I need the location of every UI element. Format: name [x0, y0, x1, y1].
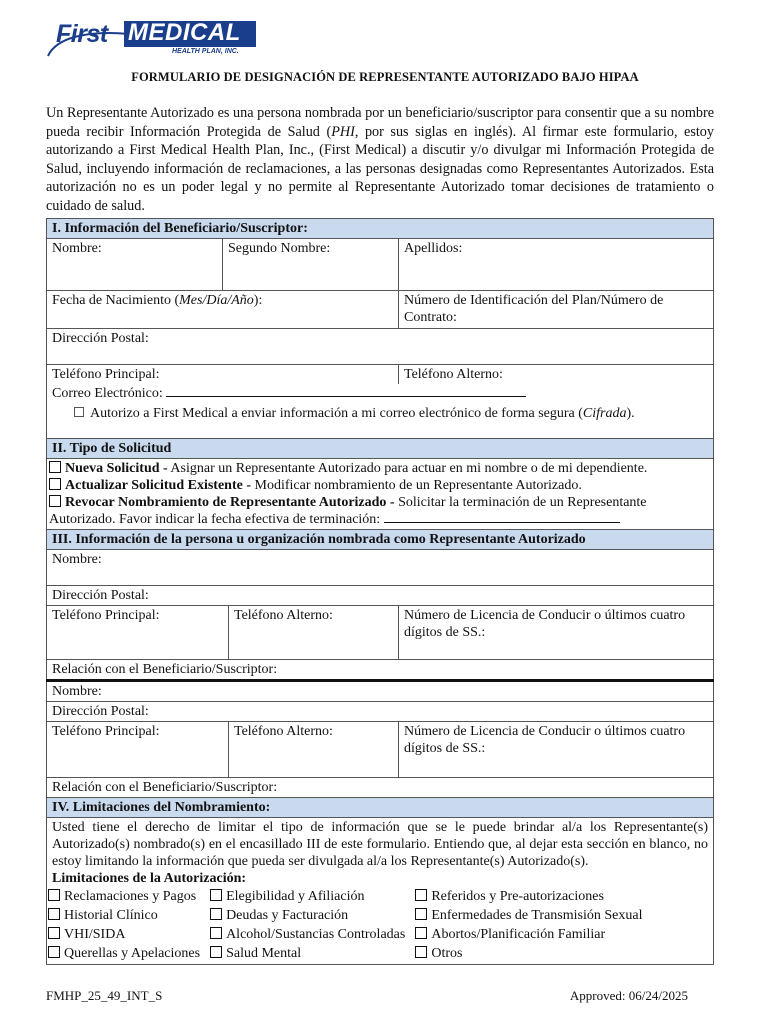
rep1-relacion-field[interactable]: Relación con el Beneficiario/Suscriptor: — [47, 659, 714, 680]
rep1-nombre-field[interactable]: Nombre: — [47, 549, 714, 585]
rep1-tel-alterno[interactable]: Teléfono Alterno: — [229, 605, 399, 659]
lim-checkbox[interactable] — [48, 889, 60, 901]
lim-checkbox[interactable] — [415, 927, 427, 939]
lim-option[interactable]: Referidos y Pre-autorizaciones — [431, 888, 604, 904]
logo-first: First — [56, 20, 108, 48]
tel-alterno-field[interactable]: Teléfono Alterno: — [399, 365, 714, 385]
lim-checkbox[interactable] — [210, 946, 222, 958]
tipo-solicitud-block — [47, 458, 714, 529]
lim-option[interactable]: Querellas y Apelaciones — [64, 945, 201, 961]
fecha-nacimiento-field[interactable]: Fecha de Nacimiento (Mes/Día/Año): — [47, 291, 399, 329]
section2-header: II. Tipo de Solicitud — [47, 438, 714, 458]
revocar-checkbox[interactable] — [49, 495, 61, 507]
first-medical-logo — [46, 18, 258, 58]
rep1-direccion-field[interactable]: Dirección Postal: — [47, 585, 714, 605]
lim-checkbox[interactable] — [48, 946, 60, 958]
form-body — [46, 218, 713, 965]
rep1-licencia[interactable]: Número de Licencia de Conducir o últimos cuatro dígitos de SS.: — [399, 605, 714, 659]
lim-option[interactable]: Deudas y Facturación — [226, 907, 349, 923]
form-code: FMHP_25_49_INT_S — [46, 988, 163, 1003]
lim-checkbox[interactable] — [210, 889, 222, 901]
numero-plan-field[interactable]: Número de Identificación del Plan/Número de Contrato: — [399, 291, 714, 329]
lim-option[interactable]: Reclamaciones y Pagos — [64, 888, 197, 904]
lim-option[interactable]: Alcohol/Sustancias Controladas — [226, 926, 406, 942]
lim-option[interactable]: Salud Mental — [226, 945, 302, 961]
rep2-tel-principal[interactable]: Teléfono Principal: — [47, 721, 229, 777]
lim-checkbox[interactable] — [415, 889, 427, 901]
rep2-relacion-field[interactable]: Relación con el Beneficiario/Suscriptor: — [47, 777, 714, 797]
rep2-tel-alterno[interactable]: Teléfono Alterno: — [229, 721, 399, 777]
direccion-field[interactable]: Dirección Postal: — [47, 329, 714, 365]
intro-paragraph: Un Representante Autorizado es una persona nombrada por un beneficiario/suscriptor para consentir que a su nombre pueda recibir Información Protegida de Salud (PHI, por sus siglas en inglés). Al firmar este formulario, estoy autorizando a First Medical Health Plan, Inc., (First Medical) a discutir y/o divulgar mi Información Protegida de Salud, incluyendo información de reclamaciones, a las personas designadas como Representantes Autorizados. Esta autorización no es un poder legal y no permite al Representante Autorizado tomar decisiones de tratamiento o cuidado de salud. — [46, 105, 714, 214]
rep1-tel-principal[interactable]: Teléfono Principal: — [47, 605, 229, 659]
segundo-nombre-field[interactable]: Segundo Nombre: — [223, 239, 399, 291]
rep2-licencia[interactable]: Número de Licencia de Conducir o últimos cuatro dígitos de SS.: — [399, 721, 714, 777]
lim-checkbox[interactable] — [48, 908, 60, 920]
lim-option[interactable]: Abortos/Planificación Familiar — [431, 926, 606, 942]
lim-option[interactable]: Historial Clínico — [64, 907, 158, 923]
tel-principal-field[interactable]: Teléfono Principal: — [47, 365, 399, 385]
lim-checkbox[interactable] — [210, 908, 222, 920]
section4-header: IV. Limitaciones del Nombramiento: — [47, 797, 714, 817]
logo-medical: MEDICAL — [128, 19, 241, 46]
correo-field[interactable]: Correo Electrónico: — [52, 385, 708, 402]
lim-checkbox[interactable] — [210, 927, 222, 939]
lim-option[interactable]: Elegibilidad y Afiliación — [226, 888, 365, 904]
correo-block — [47, 384, 714, 438]
section3-header: III. Información de la persona u organización nombrada como Representante Autorizado — [47, 529, 714, 549]
apellidos-field[interactable]: Apellidos: — [399, 239, 714, 291]
limitaciones-subtitle: Limitaciones de la Autorización: — [52, 870, 247, 886]
actualizar-option[interactable]: Actualizar Solicitud Existente - Modificar nombramiento de un Representante Autorizado. — [49, 477, 708, 494]
revocar-option[interactable]: Revocar Nombramiento de Representante Autorizado - Solicitar la terminación de un Representante Autorizado. Favor indicar la fecha efectiva de terminación: — [49, 494, 647, 527]
autorizo-checkbox[interactable] — [74, 407, 84, 417]
limitaciones-text: Usted tiene el derecho de limitar el tipo de información que se le puede brindar al/a los Representante(s) Autorizado(s) nombrado(s) en el encasillado III de este formulario. Entiendo que, al dejar esta sección en blanco, no estoy limitando la información que pueda ser divulgada al/a los Representante(s) Autorizado(s). — [52, 819, 708, 869]
section1-header: I. Información del Beneficiario/Suscriptor: — [47, 219, 714, 239]
lim-option[interactable]: VHI/SIDA — [64, 926, 126, 942]
lim-checkbox[interactable] — [415, 908, 427, 920]
rep2-direccion-field[interactable]: Dirección Postal: — [47, 701, 714, 721]
autorizo-option[interactable]: Autorizo a First Medical a enviar información a mi correo electrónico de forma segura (Cifrada). — [52, 405, 708, 422]
logo-subtitle: HEALTH PLAN, INC. — [172, 48, 239, 55]
nueva-solicitud-option[interactable]: Nueva Solicitud - Asignar un Representante Autorizado para actuar en mi nombre o de mi dependiente. — [49, 460, 708, 477]
lim-checkbox[interactable] — [48, 927, 60, 939]
lim-checkbox[interactable] — [415, 946, 427, 958]
actualizar-checkbox[interactable] — [49, 478, 61, 490]
nueva-checkbox[interactable] — [49, 461, 61, 473]
approved-date: Approved: 06/24/2025 — [569, 988, 688, 1003]
limitaciones-grid — [43, 887, 647, 963]
nombre-field[interactable]: Nombre: — [47, 239, 223, 291]
form-title: FORMULARIO DE DESIGNACIÓN DE REPRESENTANTE AUTORIZADO BAJO HIPAA — [131, 70, 639, 84]
limitaciones-block — [47, 817, 714, 964]
rep2-nombre-field[interactable]: Nombre: — [47, 680, 714, 701]
lim-option[interactable]: Otros — [431, 945, 463, 961]
lim-option[interactable]: Enfermedades de Transmisión Sexual — [431, 907, 643, 923]
